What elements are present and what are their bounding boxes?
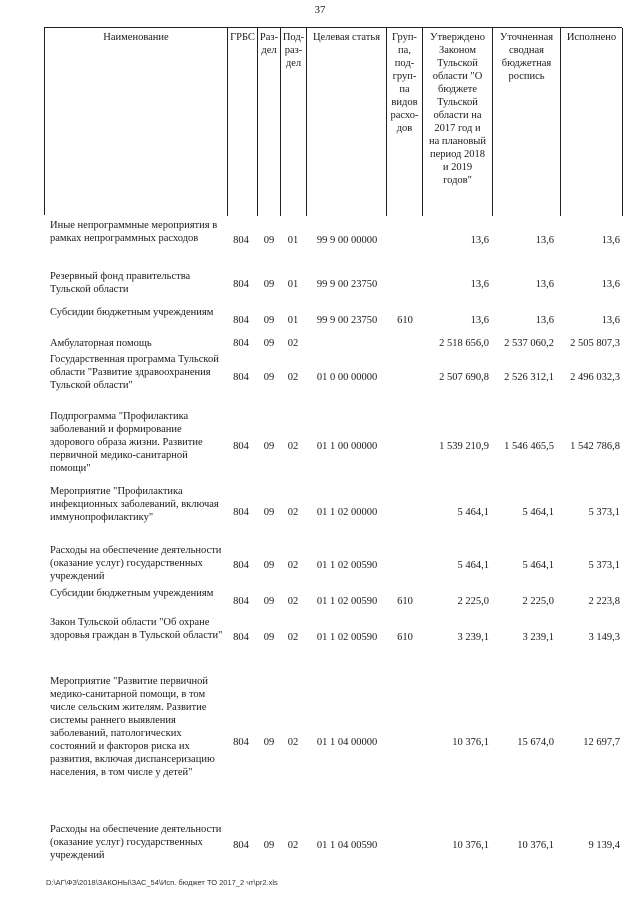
row-razdel: 09 — [263, 235, 275, 246]
row-podrazdel: 02 — [287, 338, 299, 349]
row-name: Резервный фонд правительства Тульской области — [50, 271, 191, 295]
row-executed: 9 139,4 — [588, 840, 620, 851]
row-podrazdel: 02 — [287, 737, 299, 748]
row-grbs: 804 — [233, 737, 249, 748]
row-name: Мероприятие "Профилактика инфекционных заболеваний, включая иммунопрофилактику" — [50, 486, 219, 523]
row-group: 610 — [397, 596, 413, 607]
row-razdel: 09 — [263, 441, 275, 452]
row-podrazdel: 01 — [287, 279, 299, 290]
row-podrazdel: 02 — [287, 632, 299, 643]
row-name: Амбулаторная помощь — [50, 338, 152, 349]
row-grbs: 804 — [233, 279, 249, 290]
row-name: Расходы на обеспечение деятельности (оказание услуг) государственных учреждений — [50, 545, 222, 582]
row-executed: 13,6 — [601, 235, 620, 246]
row-approved: 5 464,1 — [457, 507, 489, 518]
row-approved: 2 518 656,0 — [439, 338, 489, 349]
header-razdel: Раз- дел — [258, 28, 281, 216]
row-approved: 2 507 690,8 — [439, 372, 489, 383]
row-razdel: 09 — [263, 372, 275, 383]
row-razdel: 09 — [263, 315, 275, 326]
row-target: 01 1 02 00590 — [316, 560, 378, 571]
row-grbs: 804 — [233, 632, 249, 643]
row-approved: 13,6 — [470, 279, 489, 290]
row-approved: 5 464,1 — [457, 560, 489, 571]
row-razdel: 09 — [263, 632, 275, 643]
header-refined: Уточненная сводная бюджетная роспись — [493, 28, 561, 216]
footer-file-path: D:\АГ\ФЗ\2018\ЗАКОНЫ\ЗАС_54\Исп. бюджет ТО 2017_2 чт\pr2.xls — [46, 878, 278, 887]
row-grbs: 804 — [233, 372, 249, 383]
row-approved: 1 539 210,9 — [439, 441, 489, 452]
row-podrazdel: 02 — [287, 560, 299, 571]
row-target: 99 9 00 00000 — [316, 235, 378, 246]
row-approved: 13,6 — [470, 235, 489, 246]
row-name: Мероприятие "Развитие первичной медико-санитарной помощи, в том числе сельским жителям. Развитие системы раннего выявления заболеваний, патологических состояний и факторов риска их развития, включая диспансеризацию населения, в том числе у детей" — [50, 676, 215, 778]
row-name: Подпрограмма "Профилактика заболеваний и формирование здорового образа жизни. Развитие первичной медико-санитарной помощи" — [50, 411, 203, 474]
row-refined: 3 239,1 — [522, 632, 554, 643]
row-podrazdel: 02 — [287, 596, 299, 607]
row-razdel: 09 — [263, 596, 275, 607]
row-approved: 3 239,1 — [457, 632, 489, 643]
row-refined: 13,6 — [535, 315, 554, 326]
row-razdel: 09 — [263, 737, 275, 748]
row-podrazdel: 01 — [287, 235, 299, 246]
row-name: Закон Тульской области "Об охране здоровья граждан в Тульской области" — [50, 617, 223, 641]
header-executed: Исполнено — [561, 28, 623, 216]
row-name: Государственная программа Тульской области "Развитие здравоохранения Тульской области" — [50, 354, 219, 391]
row-grbs: 804 — [233, 235, 249, 246]
row-approved: 10 376,1 — [452, 737, 489, 748]
row-target: 99 9 00 23750 — [316, 279, 378, 290]
row-name: Субсидии бюджетным учреждениям — [50, 588, 214, 599]
row-name: Расходы на обеспечение деятельности (оказание услуг) государственных учреждений — [50, 824, 222, 861]
row-target: 01 1 00 00000 — [316, 441, 378, 452]
row-grbs: 804 — [233, 315, 249, 326]
row-grbs: 804 — [233, 338, 249, 349]
row-podrazdel: 02 — [287, 840, 299, 851]
row-approved: 10 376,1 — [452, 840, 489, 851]
row-executed: 2 505 807,3 — [570, 338, 620, 349]
row-executed: 2 496 032,3 — [570, 372, 620, 383]
row-group: 610 — [397, 315, 413, 326]
row-refined: 10 376,1 — [517, 840, 554, 851]
header-grbs: ГРБС — [228, 28, 258, 216]
row-refined: 5 464,1 — [522, 560, 554, 571]
row-executed: 3 149,3 — [588, 632, 620, 643]
header-group: Груп- па, под- груп- па видов расхо- дов — [387, 28, 423, 216]
table-header — [44, 27, 622, 215]
row-podrazdel: 02 — [287, 507, 299, 518]
row-refined: 2 526 312,1 — [504, 372, 554, 383]
row-razdel: 09 — [263, 507, 275, 518]
row-podrazdel: 02 — [287, 441, 299, 452]
row-executed: 5 373,1 — [588, 560, 620, 571]
row-grbs: 804 — [233, 507, 249, 518]
row-razdel: 09 — [263, 338, 275, 349]
row-target: 01 1 02 00000 — [316, 507, 378, 518]
row-refined: 1 546 465,5 — [504, 441, 554, 452]
header-target: Целевая статья — [307, 28, 387, 216]
row-refined: 2 537 060,2 — [504, 338, 554, 349]
page-number: 37 — [314, 4, 326, 16]
row-executed: 12 697,7 — [583, 737, 620, 748]
row-target: 01 1 02 00590 — [316, 632, 378, 643]
row-target: 01 0 00 00000 — [316, 372, 378, 383]
row-approved: 13,6 — [470, 315, 489, 326]
row-refined: 13,6 — [535, 235, 554, 246]
header-podrazdel: Под- раз- дел — [281, 28, 307, 216]
row-executed: 13,6 — [601, 279, 620, 290]
row-podrazdel: 01 — [287, 315, 299, 326]
row-executed: 1 542 786,8 — [570, 441, 620, 452]
row-executed: 5 373,1 — [588, 507, 620, 518]
header-approved: Утверждено Законом Тульской области "О бюджете Тульской области на 2017 год и на плановый период 2018 и 2019 годов" — [423, 28, 493, 216]
row-refined: 5 464,1 — [522, 507, 554, 518]
row-refined: 2 225,0 — [522, 596, 554, 607]
row-grbs: 804 — [233, 840, 249, 851]
row-podrazdel: 02 — [287, 372, 299, 383]
row-group: 610 — [397, 632, 413, 643]
row-name: Субсидии бюджетным учреждениям — [50, 307, 214, 318]
row-razdel: 09 — [263, 840, 275, 851]
row-target: 01 1 04 00000 — [316, 737, 378, 748]
row-executed: 2 223,8 — [588, 596, 620, 607]
row-razdel: 09 — [263, 279, 275, 290]
row-grbs: 804 — [233, 596, 249, 607]
header-name: Наименование — [45, 28, 228, 216]
row-target: 99 9 00 23750 — [316, 315, 378, 326]
row-name: Иные непрограммные мероприятия в рамках непрограммных расходов — [50, 220, 218, 244]
row-razdel: 09 — [263, 560, 275, 571]
row-grbs: 804 — [233, 560, 249, 571]
row-refined: 15 674,0 — [517, 737, 554, 748]
row-target: 01 1 02 00590 — [316, 596, 378, 607]
row-approved: 2 225,0 — [457, 596, 489, 607]
row-grbs: 804 — [233, 441, 249, 452]
row-refined: 13,6 — [535, 279, 554, 290]
row-executed: 13,6 — [601, 315, 620, 326]
row-target: 01 1 04 00590 — [316, 840, 378, 851]
